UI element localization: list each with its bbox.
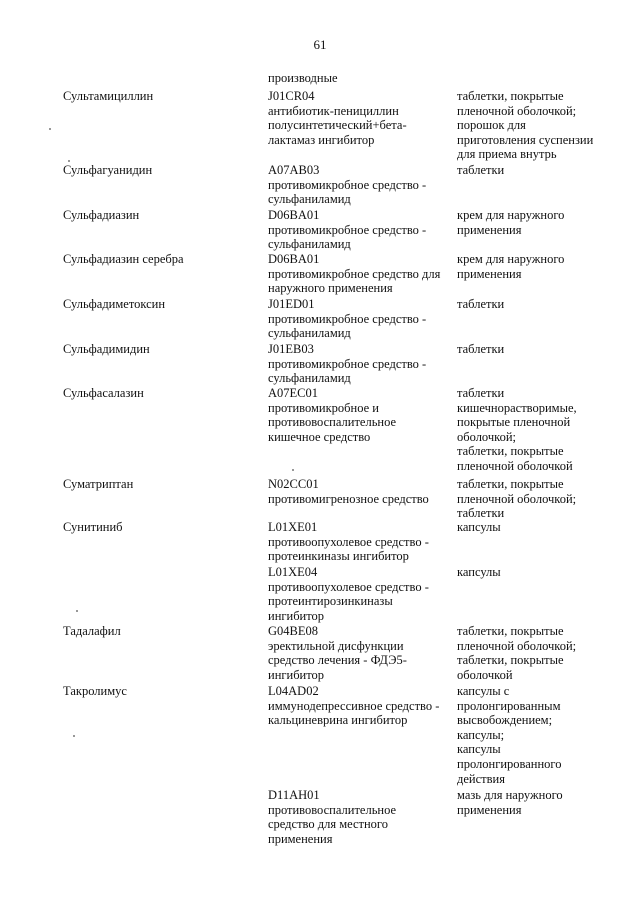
dosage-form-line: таблетки, покрытые: [457, 653, 564, 668]
atc-code-description-line: ингибитор: [268, 667, 325, 682]
atc-code-description-line: L01XE04: [268, 565, 318, 579]
drug-name: Сульфадиметоксин: [63, 297, 166, 311]
dosage-form-line: капсулы: [457, 520, 501, 534]
drug-name: Сульфадиазин серебра: [63, 252, 184, 266]
atc-code-description-line: сульфаниламид: [268, 192, 351, 207]
atc-code-description-line: средство для местного: [268, 817, 389, 832]
atc-code-description-line: J01CR04: [268, 89, 315, 103]
dosage-form-line: крем для наружного: [457, 208, 565, 222]
atc-code-description-line: противомигренозное средство: [268, 491, 429, 506]
dosage-form: [457, 208, 564, 237]
dosage-form: [457, 297, 504, 312]
drug-name: Сульфагуанидин: [63, 163, 153, 177]
dosage-form-line: пленочной оболочкой;: [457, 491, 577, 506]
drug-name: Сульфадиазин: [63, 208, 140, 222]
drug-name: Тадалафил: [63, 624, 121, 638]
dosage-form-line: применения: [457, 802, 522, 817]
dosage-form-line: приготовления суспензии: [457, 132, 594, 147]
atc-code-description-line: J01ED01: [268, 297, 315, 311]
atc-code-description-line: D06BA01: [268, 208, 320, 222]
atc-code-description: [268, 565, 429, 623]
atc-code-description: [268, 477, 429, 506]
atc-code-description-line: J01EB03: [268, 342, 314, 356]
atc-code-description-line: G04BE08: [268, 624, 318, 638]
atc-code-description-line: сульфаниламид: [268, 237, 351, 252]
atc-code-description-line: сульфаниламид: [268, 371, 351, 386]
dosage-form: [457, 684, 562, 786]
dosage-form: [457, 624, 576, 682]
dosage-form-line: таблетки: [457, 386, 505, 400]
atc-code-description: [268, 624, 407, 682]
dosage-form-line: порошок для: [457, 118, 526, 133]
scan-speck: [49, 128, 51, 130]
atc-code-description-line: противоопухолевое средство -: [268, 579, 429, 594]
atc-code-description-line: противомикробное средство для: [268, 266, 441, 281]
atc-code-description: [268, 386, 396, 444]
atc-code-description-line: противомикробное средство -: [268, 356, 427, 371]
atc-code-description-line: A07AB03: [268, 163, 320, 177]
drug-name: Суматриптан: [63, 477, 134, 491]
atc-code-description: [268, 208, 426, 252]
atc-code-description-line: противомикробное и: [268, 400, 379, 415]
atc-code-description-line: лактамаз ингибитор: [268, 132, 375, 147]
atc-code-description-line: противоопухолевое средство -: [268, 534, 429, 549]
dosage-form-line: таблетки: [457, 342, 505, 356]
scan-speck: [68, 160, 70, 162]
atc-code-description-line: антибиотик-пенициллин: [268, 103, 399, 118]
atc-code-description-line: противовоспалительное: [268, 802, 397, 817]
atc-code-description-line: средство лечения - ФДЭ5-: [268, 653, 407, 668]
dosage-form-line: таблетки: [457, 297, 505, 311]
atc-code-description-line: протеинтирозинкиназы: [268, 594, 393, 609]
dosage-form: [457, 89, 593, 162]
dosage-form: [457, 163, 504, 178]
atc-code-description-line: полусинтетический+бета-: [268, 118, 407, 133]
drug-name: Сультамициллин: [63, 89, 154, 103]
scan-speck: [292, 469, 294, 471]
atc-code-description-line: иммунодепрессивное средство -: [268, 698, 440, 713]
atc-code-description-line: L04AD02: [268, 684, 319, 698]
dosage-form: [457, 565, 501, 580]
dosage-form-line: таблетки, покрытые: [457, 89, 564, 103]
dosage-form-line: действия: [457, 771, 505, 786]
atc-code-description-line: сульфаниламид: [268, 326, 351, 341]
dosage-form: [457, 520, 501, 535]
dosage-form: [457, 252, 564, 281]
drug-name: Сульфадимидин: [63, 342, 150, 356]
atc-code-description: [268, 520, 429, 564]
dosage-form-line: оболочкой;: [457, 429, 516, 444]
atc-code-description-line: протеинкиназы ингибитор: [268, 549, 409, 564]
atc-code-description: [268, 342, 426, 386]
atc-code-description: [268, 252, 440, 296]
dosage-form-line: капсулы: [457, 565, 501, 579]
dosage-form-line: покрытые пленочной: [457, 415, 571, 430]
atc-code-description-line: производные: [268, 71, 338, 85]
atc-code-description: [268, 297, 426, 341]
atc-code-description-line: кальциневрина ингибитор: [268, 713, 408, 728]
dosage-form-line: пролонгированным: [457, 698, 561, 713]
dosage-form-line: пролонгированного: [457, 756, 562, 771]
dosage-form: [457, 477, 576, 521]
dosage-form-line: пленочной оболочкой;: [457, 638, 577, 653]
atc-code-description: [268, 163, 426, 207]
atc-code-description-line: применения: [268, 831, 333, 846]
dosage-form-line: оболочкой: [457, 667, 513, 682]
atc-code-description: [268, 89, 407, 147]
dosage-form-line: мазь для наружного: [457, 788, 563, 802]
atc-code-description: [268, 684, 439, 728]
atc-code-description-line: противовоспалительное: [268, 415, 397, 430]
atc-code-description-line: ингибитор: [268, 608, 325, 623]
dosage-form-line: таблетки: [457, 163, 505, 177]
atc-code-description-line: кишечное средство: [268, 429, 371, 444]
atc-code-description-line: N02CC01: [268, 477, 319, 491]
atc-code-description-line: противомикробное средство -: [268, 311, 427, 326]
atc-code-description-line: L01XE01: [268, 520, 318, 534]
atc-code-description: [268, 788, 396, 846]
dosage-form-line: капсулы с: [457, 684, 510, 698]
dosage-form: [457, 788, 563, 817]
atc-code-description-line: D11AH01: [268, 788, 320, 802]
atc-code-description-line: D06BA01: [268, 252, 320, 266]
atc-code-description-line: эректильной дисфункции: [268, 638, 404, 653]
dosage-form-line: капсулы;: [457, 727, 505, 742]
dosage-form-line: высвобождением;: [457, 713, 553, 728]
drug-name: Сульфасалазин: [63, 386, 144, 400]
dosage-form-line: применения: [457, 266, 522, 281]
drug-name: Сунитиниб: [63, 520, 123, 534]
atc-code-description-line: наружного применения: [268, 281, 393, 296]
dosage-form-line: таблетки, покрытые: [457, 477, 564, 491]
dosage-form-line: пленочной оболочкой: [457, 458, 573, 473]
drug-name: Такролимус: [63, 684, 127, 698]
scan-speck: [73, 735, 75, 737]
atc-code-description: [268, 71, 338, 86]
dosage-form-line: таблетки, покрытые: [457, 444, 564, 459]
page-number: 61: [313, 37, 327, 52]
dosage-form-line: таблетки: [457, 506, 505, 521]
dosage-form: [457, 342, 504, 357]
dosage-form-line: капсулы: [457, 742, 501, 757]
dosage-form-line: крем для наружного: [457, 252, 565, 266]
dosage-form-line: для приема внутрь: [457, 147, 557, 162]
scan-speck: [76, 610, 78, 612]
dosage-form: [457, 386, 577, 474]
atc-code-description-line: противомикробное средство -: [268, 177, 427, 192]
atc-code-description-line: противомикробное средство -: [268, 222, 427, 237]
dosage-form-line: кишечнорастворимые,: [457, 400, 577, 415]
atc-code-description-line: A07EC01: [268, 386, 318, 400]
dosage-form-line: применения: [457, 222, 522, 237]
dosage-form-line: пленочной оболочкой;: [457, 103, 577, 118]
dosage-form-line: таблетки, покрытые: [457, 624, 564, 638]
